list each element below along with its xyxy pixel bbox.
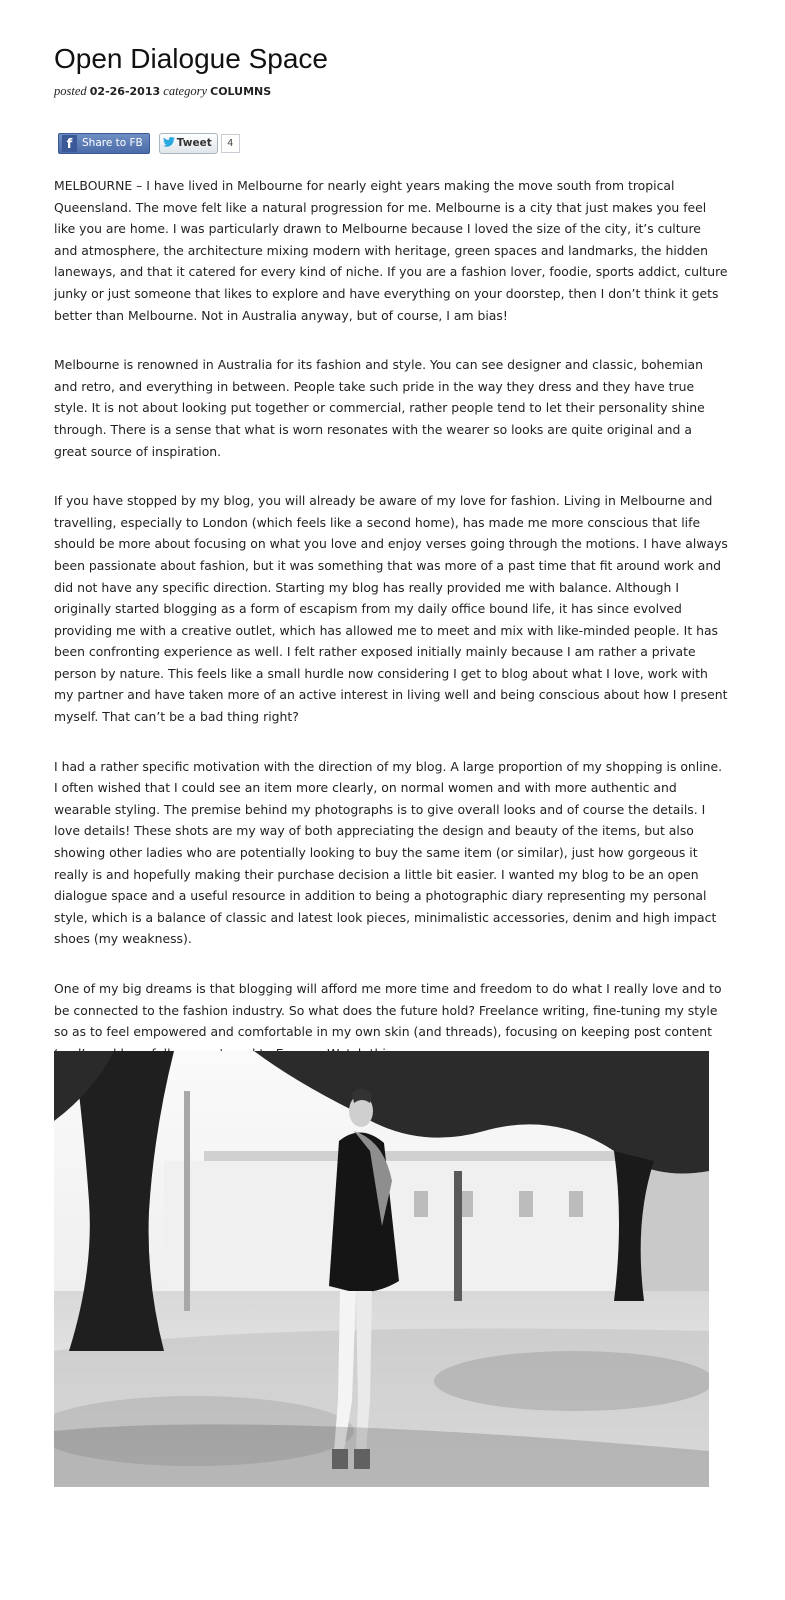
post-meta — [54, 84, 271, 99]
share-bar — [58, 133, 240, 153]
tweet-button[interactable] — [159, 133, 218, 154]
paragraph: I had a rather specific motivation with the direction of my blog. A large proportion of my shopping is online. I often wished that I could see an item more clearly, on normal women and with more authentic and wearable styling. The premise behind my photographs is to give overall looks and of course the details. I love details! These shots are my way of both appreciating the design and beauty of the items, but also showing other ladies who are potentially looking to buy the same item (or similar), just how gorgeous it really is and hopefully making their purchase decision a little bit easier. I wanted my blog to be an open dialogue space and a useful resource in addition to being a photographic diary representing my personal style, which is a balance of classic and latest look pieces, minimalistic accessories, denim and high impact shoes (my weakness). — [54, 758, 723, 947]
photo-illustration — [54, 1051, 709, 1487]
category-label: category — [163, 84, 207, 98]
tweet-count: 4 — [221, 134, 240, 153]
paragraph: MELBOURNE – I have lived in Melbourne for nearly eight years making the move south from tropical Queensland. The move felt like a natural progression for me. Melbourne is a city that just makes you feel like you are home. I was particularly drawn to Melbourne because I loved the size of the city, it’s culture and atmosphere, the architecture mixing modern with heritage, green spaces and landmarks, the hidden laneways, and that it catered for every kind of niche. If you are a fashion lover, foodie, sports addict, culture junky or just someone that likes to explore and have everything on your doorstep, then I don’t think it gets better than Melbourne. Not in Australia anyway, but of course, I am bias! — [54, 178, 728, 323]
post-category-link[interactable]: COLUMNS — [210, 85, 272, 98]
share-to-fb-label: Share to FB — [82, 137, 143, 149]
posted-label: posted — [54, 84, 87, 98]
paragraph: If you have stopped by my blog, you will already be aware of my love for fashion. Living in Melbourne and travelling, especially to London (which feels like a second home), has made me more conscious that life should be more about focusing on what you love and enjoy verses going through the motions. I have always been passionate about fashion, but it was something that was more of a past time that fit around work and did not have any specific direction. Starting my blog has really provided me with balance. Although I originally started blogging as a form of escapism from my daily office bound life, it has since evolved providing me with a creative outlet, which has allowed me to meet and mix with like-minded people. It has been confronting experience as well. I felt rather exposed initially mainly because I am rather a private person by nature. This feels like a small hurdle now considering I get to blog about what I love, work with my partner and have taken more of an active interest in living well and being conscious about how I present myself. That can’t be a bad thing right? — [54, 493, 728, 725]
facebook-icon: f — [62, 135, 77, 152]
paragraph: Melbourne is renowned in Australia for its fashion and style. You can see designer and classic, bohemian and retro, and everything in between. People take such pride in the way they dress and they have true style. It is not about looking put together or commercial, rather people tend to let their personality shine through. There is a sense that what is worn resonates with the wearer so looks are quite original and a great source of inspiration. — [54, 357, 705, 459]
post-title: Open Dialogue Space — [54, 43, 328, 74]
tweet-widget — [159, 133, 240, 154]
paragraph: One of my big dreams is that blogging will afford me more time and freedom to do what I really love and to be connected to the fashion industry. So what does the future hold? Freelance writing, fine-tuning my style so as to feel empowered and comfortable in my own skin (and threads), focusing on keeping post content — [54, 981, 722, 1040]
tweet-label: Tweet — [176, 137, 212, 149]
twitter-bird-icon — [163, 136, 175, 150]
post-photo — [54, 1051, 709, 1487]
share-to-fb-button[interactable] — [58, 133, 150, 154]
article-body — [54, 175, 728, 1114]
post-date: 02-26-2013 — [89, 85, 161, 98]
